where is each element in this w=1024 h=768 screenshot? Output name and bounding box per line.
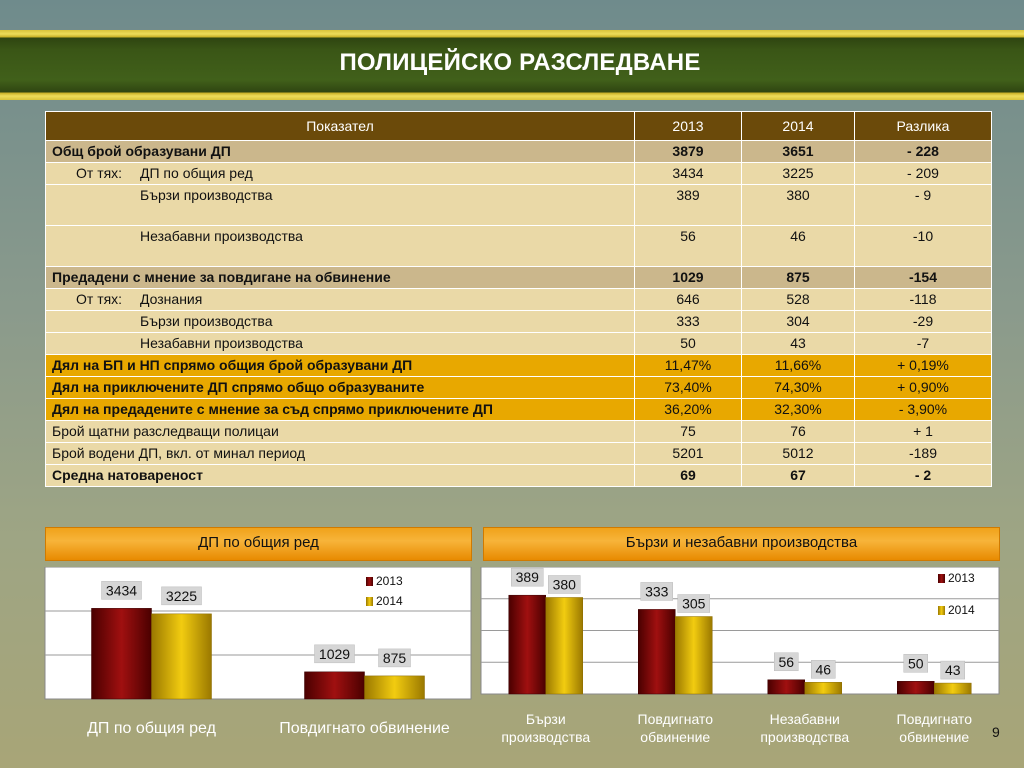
cell-2013: 56 <box>635 226 742 267</box>
cell-difference: - 2 <box>855 465 992 487</box>
cell-2014: 43 <box>742 333 855 355</box>
bar-2013 <box>638 609 675 694</box>
legend-label: 2014 <box>376 594 403 608</box>
cell-2013: 75 <box>635 421 742 443</box>
cell-2014: 875 <box>742 267 855 289</box>
cell-2014: 380 <box>742 185 855 226</box>
cell-2014: 304 <box>742 311 855 333</box>
cell-2013: 333 <box>635 311 742 333</box>
cell-difference: + 0,90% <box>855 377 992 399</box>
cell-2014: 74,30% <box>742 377 855 399</box>
table-row <box>46 289 992 311</box>
category-label: ДП по общия ред <box>87 720 216 737</box>
chart-svg <box>480 567 1000 757</box>
bar-2014 <box>805 682 842 694</box>
data-label: 389 <box>515 569 539 586</box>
legend-label: 2014 <box>948 603 975 617</box>
row-label: Незабавни производства <box>46 333 635 355</box>
legend-swatch <box>938 574 945 583</box>
table-row <box>46 333 992 355</box>
category-label: Бързи <box>525 711 566 727</box>
cell-2014: 67 <box>742 465 855 487</box>
bar-2014 <box>365 676 425 699</box>
cell-2013: 1029 <box>635 267 742 289</box>
page-number: 9 <box>992 724 1000 740</box>
row-label: Средна натовареност <box>46 465 635 487</box>
bar-2013 <box>92 608 152 699</box>
row-label: От тях: Дознания <box>46 289 635 311</box>
bar-2014 <box>152 614 212 699</box>
cell-difference: -7 <box>855 333 992 355</box>
cell-difference: -10 <box>855 226 992 267</box>
row-label: Дял на предадените с мнение за съд спрямо приключените ДП <box>46 399 635 421</box>
table-row <box>46 377 992 399</box>
cell-2013: 50 <box>635 333 742 355</box>
cell-2014: 5012 <box>742 443 855 465</box>
row-label: От тях: ДП по общия ред <box>46 163 635 185</box>
bar-2013 <box>509 595 546 694</box>
cell-2014: 32,30% <box>742 399 855 421</box>
data-label: 50 <box>907 655 924 672</box>
bar-2013 <box>897 681 934 694</box>
data-label: 3434 <box>105 582 138 599</box>
category-label: обвинение <box>640 729 711 745</box>
cell-2014: 76 <box>742 421 855 443</box>
cell-2014: 3225 <box>742 163 855 185</box>
chart-1-title: ДП по общия ред <box>45 527 472 561</box>
cell-difference: - 9 <box>855 185 992 226</box>
category-label: обвинение <box>899 729 970 745</box>
cell-difference: - 209 <box>855 163 992 185</box>
table-row <box>46 355 992 377</box>
category-label: Повдигнато <box>637 711 713 727</box>
cell-2014: 3651 <box>742 141 855 163</box>
cell-difference: + 1 <box>855 421 992 443</box>
table-row <box>46 226 992 267</box>
data-label: 380 <box>552 576 576 593</box>
row-label: Незабавни производства <box>46 226 635 267</box>
legend-swatch <box>938 606 945 615</box>
row-label: Бързи производства <box>46 311 635 333</box>
table-row <box>46 465 992 487</box>
header-difference: Разлика <box>855 112 992 141</box>
cell-2013: 69 <box>635 465 742 487</box>
bar-2013 <box>305 672 365 699</box>
table-row <box>46 267 992 289</box>
header-2014: 2014 <box>742 112 855 141</box>
data-label: 46 <box>815 661 832 678</box>
category-label: производства <box>501 729 591 745</box>
cell-2013: 5201 <box>635 443 742 465</box>
table-row <box>46 163 992 185</box>
row-label: Общ брой образувани ДП <box>46 141 635 163</box>
row-label: Предадени с мнение за повдигане на обвинение <box>46 267 635 289</box>
bar-2013 <box>768 680 805 694</box>
cell-2013: 36,20% <box>635 399 742 421</box>
cell-2013: 389 <box>635 185 742 226</box>
table-header-row <box>46 112 992 141</box>
bar-2014 <box>546 597 583 694</box>
cell-2014: 46 <box>742 226 855 267</box>
cell-2014: 528 <box>742 289 855 311</box>
cell-difference: -29 <box>855 311 992 333</box>
cell-2013: 11,47% <box>635 355 742 377</box>
category-label: Повдигнато <box>896 711 972 727</box>
legend-label: 2013 <box>948 571 975 585</box>
table-row <box>46 141 992 163</box>
row-label: Дял на приключените ДП спрямо общо образуваните <box>46 377 635 399</box>
table-row <box>46 399 992 421</box>
cell-2014: 11,66% <box>742 355 855 377</box>
category-label: Повдигнато обвинение <box>279 720 450 737</box>
data-label: 875 <box>382 649 407 666</box>
bar-2014 <box>675 617 712 694</box>
data-label: 305 <box>682 595 706 612</box>
chart-dp-general <box>44 567 472 757</box>
chart-fast-immediate <box>480 567 1000 757</box>
cell-difference: - 3,90% <box>855 399 992 421</box>
cell-2013: 646 <box>635 289 742 311</box>
cell-2013: 73,40% <box>635 377 742 399</box>
slide-title: ПОЛИЦЕЙСКО РАЗСЛЕДВАНЕ <box>339 49 701 76</box>
chart-svg <box>44 567 472 757</box>
header-2013: 2013 <box>635 112 742 141</box>
legend-swatch <box>366 577 373 586</box>
table-row <box>46 185 992 226</box>
cell-2013: 3879 <box>635 141 742 163</box>
data-label: 43 <box>944 662 961 679</box>
row-label: Брой водени ДП, вкл. от минал период <box>46 443 635 465</box>
category-label: производства <box>760 729 850 745</box>
data-label: 1029 <box>318 645 351 662</box>
cell-2013: 3434 <box>635 163 742 185</box>
cell-difference: - 228 <box>855 141 992 163</box>
legend-label: 2013 <box>376 574 403 588</box>
cell-difference: -154 <box>855 267 992 289</box>
row-label: Брой щатни разследващи полицаи <box>46 421 635 443</box>
bar-2014 <box>934 683 971 694</box>
data-label: 3225 <box>165 587 198 604</box>
data-label: 333 <box>645 583 669 600</box>
cell-difference: -118 <box>855 289 992 311</box>
row-label: Дял на БП и НП спрямо общия брой образувани ДП <box>46 355 635 377</box>
table-row <box>46 443 992 465</box>
cell-difference: -189 <box>855 443 992 465</box>
table-row <box>46 311 992 333</box>
data-label: 56 <box>778 653 795 670</box>
legend-swatch <box>366 597 373 606</box>
category-label: Незабавни <box>769 711 840 727</box>
table-row <box>46 421 992 443</box>
row-label: Бързи производства <box>46 185 635 226</box>
chart-2-title: Бързи и незабавни производства <box>483 527 1000 561</box>
statistics-table <box>45 111 992 487</box>
header-indicator: Показател <box>46 112 635 141</box>
cell-difference: + 0,19% <box>855 355 992 377</box>
